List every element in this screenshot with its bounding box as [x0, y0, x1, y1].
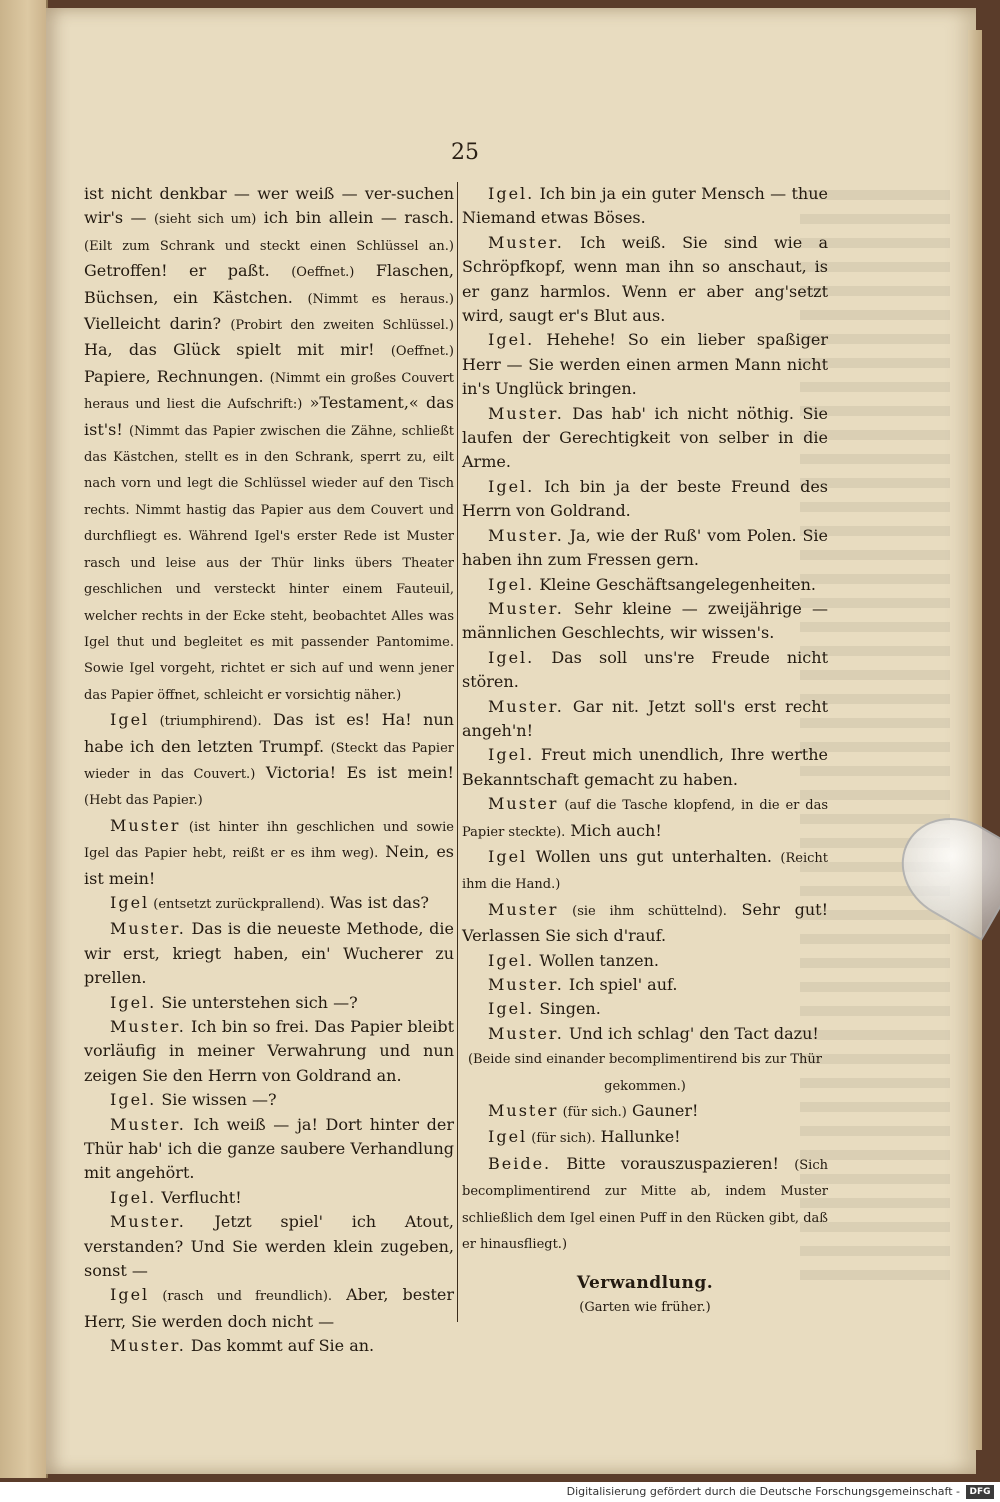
speaker-name: Igel. — [488, 745, 535, 765]
dialogue-line — [462, 646, 828, 695]
speaker-name: Muster — [488, 1101, 559, 1121]
footer-bar — [0, 1482, 1000, 1502]
spoken-text: Nein, es ist mein! — [84, 842, 455, 888]
spoken-text: Wollen tanzen. — [534, 950, 659, 970]
stage-direction: (rasch und freundlich). — [149, 1289, 333, 1305]
speaker-name: Muster. — [110, 919, 186, 939]
stage-direction: (Oeffnet.) — [390, 344, 454, 360]
spoken-text: Freut mich unendlich, Ihre werthe Bekanntschaft gemacht zu haben. — [462, 745, 828, 789]
page-stack-edge — [968, 30, 982, 1450]
stage-direction-block — [462, 1046, 828, 1099]
dialogue-line — [462, 1099, 828, 1125]
spoken-text: »Testament,« das ist's! — [84, 393, 454, 439]
speaker-name: Igel — [110, 892, 150, 912]
spoken-text: ist nicht denkbar — wer weiß — ver-suchen wir's — — [84, 184, 454, 228]
speaker-name: Muster. — [488, 232, 564, 252]
spoken-text: Sehr gut! Verlassen Sie sich d'rauf. — [462, 899, 828, 946]
spoken-text: ich bin allein — rasch. — [256, 208, 455, 228]
speaker-name: Igel. — [488, 647, 535, 667]
stage-direction: (Beide sind einander becomplimentirend bis zur Thür gekommen.) — [467, 1052, 823, 1094]
spoken-text: Was ist das? — [324, 892, 429, 912]
stage-direction: (Oeffnet.) — [291, 265, 355, 281]
dialogue-line — [462, 475, 828, 524]
spoken-text: Das is die neueste Methode, die wir erst, kriegt haben, ein' Wucherer zu prellen. — [84, 919, 454, 988]
spoken-text: Hehehe! So ein lieber spaßiger Herr — Sie werden einen armen Mann nicht in's Unglück bringen. — [462, 330, 828, 399]
speaker-name: Igel. — [488, 476, 535, 496]
stage-direction: (Hebt das Papier.) — [84, 793, 203, 809]
spoken-text: Gar nit. Jetzt soll's erst recht angeh'n! — [462, 696, 828, 740]
speaker-name: Muster. — [488, 403, 564, 423]
speaker-name: Igel. — [110, 1090, 157, 1110]
spoken-text: Wollen uns gut unterhalten. — [527, 846, 781, 866]
dialogue-line — [84, 1015, 454, 1088]
dialogue-line — [462, 743, 828, 792]
scene-setting: (Garten wie früher.) — [579, 1299, 711, 1315]
spoken-text: Das ist es! Ha! nun habe ich den letzten Trumpf. — [84, 710, 454, 756]
stage-direction: (Eilt zum Schrank und steckt einen Schlüssel an.) — [84, 238, 454, 254]
dialogue-line — [84, 917, 454, 990]
dialogue-line — [84, 991, 454, 1015]
spoken-text: Kleine Geschäftsangelegenheiten. — [534, 574, 816, 594]
dialogue-line — [84, 1088, 454, 1112]
dialogue-line — [84, 1186, 454, 1210]
stage-direction: (für sich.) — [558, 1105, 627, 1121]
stage-direction: (ist hinter ihn geschlichen und sowie Igel das Papier hebt, reißt er es ihm weg). — [84, 819, 454, 862]
dialogue-line — [462, 182, 828, 231]
spoken-text: Gauner! — [626, 1101, 699, 1121]
spoken-text: Flaschen, Büchsen, ein Kästchen. — [84, 261, 454, 307]
heading-text: Verwandlung. — [576, 1273, 714, 1294]
spoken-text: Mich auch! — [565, 820, 662, 840]
dialogue-line — [84, 814, 454, 891]
dialogue-line — [462, 402, 828, 475]
spoken-text: Ich bin ja der beste Freund des Herrn von Goldrand. — [462, 476, 828, 521]
spoken-text: Sehr kleine — zweijährige — männlichen Geschlechts, wir wissen's. — [462, 598, 828, 643]
speaker-name: Muster — [488, 794, 559, 814]
spoken-text: Ich spiel' auf. — [563, 975, 678, 994]
speaker-name: Muster. — [488, 598, 564, 618]
stage-direction: (Probirt den zweiten Schlüssel.) — [230, 318, 455, 334]
speaker-name: Igel. — [488, 184, 535, 203]
dialogue-line — [462, 1152, 828, 1258]
speaker-name: Igel — [488, 846, 528, 866]
spoken-text: Victoria! Es ist mein! — [255, 762, 454, 782]
spoken-text: Ich weiß. Sie sind wie a Schröpfkopf, wenn man ihn so anschaut, is er ganz harmlos. Wenn er aber ang'setzt wird, saugt er's Blut aus. — [462, 232, 828, 326]
dialogue-line — [462, 1125, 828, 1151]
spoken-text: Sie unterstehen sich —? — [156, 992, 358, 1012]
spoken-text: Das hab' ich nicht nöthig. Sie laufen der Gerechtigkeit von selber in die Arme. — [462, 403, 828, 472]
speaker-name: Igel — [110, 710, 150, 730]
stage-direction: (Steckt das Papier wieder in das Couvert.) — [84, 740, 454, 782]
stage-direction: (sie ihm schüttelnd). — [558, 903, 727, 919]
dialogue-line — [462, 997, 828, 1021]
spoken-text: Ich bin ja ein guter Mensch — thue Niemand etwas Böses. — [462, 184, 828, 228]
speaker-name: Muster — [110, 815, 181, 835]
spoken-text: Das kommt auf Sie an. — [185, 1336, 375, 1356]
spoken-text: Getroffen! er paßt. — [84, 261, 292, 281]
dialogue-line — [84, 1283, 454, 1334]
dfg-logo-icon: DFG — [966, 1485, 994, 1499]
dialogue-line — [84, 891, 454, 917]
spoken-text: Verflucht! — [156, 1187, 242, 1207]
stage-direction: (Nimmt das Papier zwischen die Zähne, schließt das Kästchen, stellt es in den Schrank, sperrt zu, eilt nach vorn und legt die Schlüssel wieder auf den Tisch rechts. Nimmt hastig das Papier aus dem Couvert und durchfliegt es. Während Igel's erster Rede ist Muster rasch und leise aus der Thür links übers Theater geschlichen und versteckt hinter einem Fauteuil, welcher rechts in der Ecke steht, beobachtet Alles was Igel thut und begleitet es mit passender Pantomime. Sowie Igel vorgeht, richtet er sich auf und wenn jener das Papier öffnet, schleicht er vorsichtig näher.) — [84, 423, 454, 703]
spoken-text: Ich weiß — ja! Dort hinter der Thür hab' ich die ganze saubere Verhandlung mit angehört. — [84, 1114, 454, 1183]
stage-direction: (triumphirend). — [149, 714, 262, 730]
stage-direction: (Sich becomplimentirend zur Mitte ab, indem Muster schließlich dem Igel einen Puff in den Rücken gibt, daß er hinausfliegt.) — [462, 1157, 828, 1253]
scene-heading — [462, 1271, 828, 1295]
speaker-name: Igel. — [488, 999, 535, 1019]
funding-notice: Digitalisierung gefördert durch die Deutsche Forschungsgemeinschaft - — [566, 1485, 960, 1498]
spoken-text: Vielleicht darin? — [84, 314, 231, 334]
dialogue-line — [462, 845, 828, 898]
dialogue-line — [462, 573, 828, 597]
speaker-name: Igel — [110, 1285, 150, 1305]
speaker-name: Beide. — [488, 1153, 552, 1173]
dialogue-line — [84, 1210, 454, 1283]
spoken-text: Jetzt spiel' ich Atout, verstanden? Und Sie werden klein zugeben, sonst — — [84, 1212, 454, 1281]
speaker-name: Igel — [488, 1127, 528, 1147]
speaker-name: Muster. — [488, 975, 564, 994]
dialogue-line — [84, 708, 454, 814]
spoken-text: Bitte vorauszuspazieren! — [551, 1153, 795, 1173]
speaker-name: Muster. — [110, 1017, 186, 1036]
speaker-name: Muster — [488, 899, 559, 919]
speaker-name: Igel. — [110, 1187, 157, 1207]
dialogue-line — [84, 1113, 454, 1186]
speaker-name: Muster. — [488, 696, 564, 716]
speaker-name: Muster. — [488, 1023, 564, 1043]
spoken-text: Papiere, Rechnungen. — [84, 366, 270, 386]
facing-page-edge — [0, 0, 48, 1478]
text-paragraph — [84, 182, 454, 708]
speaker-name: Igel. — [488, 330, 535, 350]
spoken-text: Ja, wie der Ruß' vom Polen. Sie haben ihn zum Fressen gern. — [462, 525, 828, 570]
speaker-name: Muster. — [488, 525, 564, 545]
dialogue-line — [462, 597, 828, 646]
column-divider — [457, 182, 458, 1322]
dialogue-line — [462, 973, 828, 997]
speaker-name: Muster. — [110, 1212, 186, 1232]
dialogue-line — [462, 898, 828, 949]
speaker-name: Muster. — [110, 1114, 186, 1134]
dialogue-line — [84, 1334, 454, 1358]
stage-direction: (entsetzt zurückprallend). — [149, 896, 325, 912]
right-text-column — [462, 182, 828, 1320]
speaker-name: Igel. — [488, 574, 535, 594]
page-number: 25 — [451, 140, 479, 165]
dialogue-line — [462, 524, 828, 573]
dialogue-line — [462, 231, 828, 329]
dialogue-line — [462, 1022, 828, 1046]
stage-direction: (Reicht ihm die Hand.) — [462, 850, 828, 893]
spoken-text: Sie wissen —? — [156, 1090, 277, 1110]
spoken-text: Aber, bester Herr, Sie werden doch nicht — — [84, 1285, 454, 1331]
spoken-text: Ich bin so frei. Das Papier bleibt vorläufig in meiner Verwahrung und nun zeigen Sie den Herrn von Goldrand an. — [84, 1017, 454, 1085]
left-text-column — [84, 182, 454, 1359]
spoken-text: Das soll uns're Freude nicht stören. — [462, 647, 828, 692]
stage-direction: (auf die Tasche klopfend, in die er das Papier steckte). — [462, 798, 828, 840]
speaker-name: Igel. — [110, 992, 157, 1012]
dialogue-line — [462, 695, 828, 744]
spoken-text: Ha, das Glück spielt mit mir! — [84, 340, 391, 360]
spoken-text: Und ich schlag' den Tact dazu! — [563, 1023, 819, 1043]
dialogue-line — [462, 792, 828, 845]
stage-direction: (Nimmt es heraus.) — [307, 291, 454, 307]
stage-direction: (für sich). — [527, 1131, 596, 1147]
stage-direction: (Nimmt ein großes Couvert heraus und liest die Aufschrift:) — [84, 370, 454, 413]
spoken-text: Singen. — [534, 999, 601, 1019]
dialogue-line — [462, 949, 828, 973]
speaker-name: Muster. — [110, 1336, 186, 1356]
speaker-name: Igel. — [488, 950, 535, 970]
spoken-text: Hallunke! — [595, 1127, 681, 1147]
dialogue-line — [462, 328, 828, 401]
stage-direction: (sieht sich um) — [153, 212, 257, 228]
